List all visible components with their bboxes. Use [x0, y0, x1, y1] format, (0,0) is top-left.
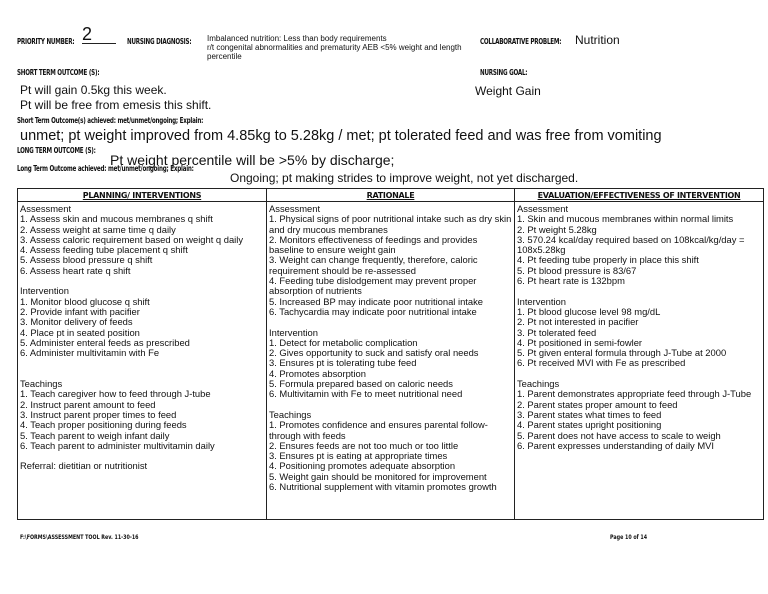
planning-cell[interactable]	[18, 202, 267, 520]
long-term-achieved-label: Long Term Outcome achieved: met/unmet/ongoing; Explain:	[17, 164, 194, 173]
cell-line: 6. Administer multivitamin with Fe	[20, 347, 160, 359]
long-term-achieved-value: Ongoing; pt making strides to improve weight, not yet discharged.	[230, 171, 579, 185]
cell-line: 4. Assess feeding tube placement q shift	[20, 244, 188, 256]
cell-line: 5. Pt blood pressure is 83/67	[517, 264, 637, 276]
cell-line: 3. Ensures pt is eating at appropriate times	[269, 450, 448, 462]
cell-line: 2. Monitors effectiveness of feedings and provides baseline to ensure weight gain	[269, 233, 478, 256]
cell-line: 1. Physical signs of poor nutritional intake such as dry skin and dry mucous membranes	[269, 213, 512, 235]
cell-line: 4. Teach proper positioning during feeds	[20, 419, 187, 431]
cell-line: 2. Instruct parent amount to feed	[20, 398, 156, 410]
cell-line: Intervention	[20, 285, 69, 297]
cell-line: 2. Pt not interested in pacifier	[517, 316, 639, 328]
short-term-outcome-line: Pt will gain 0.5kg this week.	[20, 83, 167, 97]
cell-line: 6. Pt received MVI with Fe as prescribed	[517, 357, 686, 369]
cell-line: 1. Monitor blood glucose q shift	[20, 295, 150, 307]
rationale-cell[interactable]	[267, 202, 515, 520]
cell-line: 1. Assess skin and mucous membranes q shift	[20, 213, 213, 225]
evaluation-cell[interactable]	[515, 202, 764, 520]
cell-line: 5. Weight gain should be monitored for improvement	[269, 470, 487, 482]
cell-line: Intervention	[517, 295, 566, 307]
cell-line: 1. Skin and mucous membranes within normal limits	[517, 213, 734, 225]
cell-line: 2. Pt weight 5.28kg	[517, 223, 597, 235]
cell-line: 4. Positioning promotes adequate absorption	[269, 460, 456, 472]
evaluation-header: EVALUATION/EFFECTIVENESS OF INTERVENTION	[515, 189, 764, 202]
priority-value: 2	[82, 24, 93, 44]
cell-line: 2. Gives opportunity to suck and satisfy oral needs	[269, 347, 479, 359]
cell-line: 6. Pt heart rate is 132bpm	[517, 275, 625, 287]
cell-line: Teachings	[517, 378, 560, 390]
nursing-goal-label: NURSING GOAL:	[480, 68, 528, 77]
cell-line: 5. Pt given enteral formula through J-Tube at 2000	[517, 347, 727, 359]
cell-line: 3. Weight can change frequently, therefore, caloric requirement should be re-assessed	[269, 254, 478, 276]
cell-line: 1. Promotes confidence and ensures parental follow-through with feeds	[269, 419, 488, 441]
cell-line: 4. Promotes absorption	[269, 367, 366, 379]
cell-line: 5. Assess blood pressure q shift	[20, 254, 153, 266]
cell-line: 5. Increased BP may indicate poor nutritional intake	[269, 295, 484, 307]
footer-form-path: F:\FORMS\ASSESSMENT TOOL Rev. 11-30-16	[20, 534, 139, 541]
cell-line: 4. Parent states upright positioning	[517, 419, 662, 431]
short-term-outcome-label: SHORT TERM OUTCOME (S):	[17, 68, 100, 77]
cell-line: 3. Assess caloric requirement based on weight q daily	[20, 233, 244, 245]
collaborative-problem-value: Nutrition	[575, 33, 620, 47]
cell-line: 2. Assess weight at same time q daily	[20, 223, 176, 235]
short-term-outcome-line: Pt will be free from emesis this shift.	[20, 98, 212, 112]
cell-line: 3. Monitor delivery of feeds	[20, 316, 133, 328]
long-term-outcome-label: LONG TERM OUTCOME (S):	[17, 146, 96, 155]
table-header-row	[18, 189, 764, 202]
footer-page-number: Page 10 of 14	[610, 534, 648, 541]
cell-line: 6. Teach parent to administer multivitamin daily	[20, 439, 215, 451]
cell-line: 3. Parent states what times to feed	[517, 408, 662, 420]
cell-line: 2. Ensures feeds are not too much or too little	[269, 439, 459, 451]
nursing-diagnosis-text	[207, 34, 462, 61]
cell-line: 3. Instruct parent proper times to feed	[20, 408, 177, 420]
cell-line: 6. Nutritional supplement with vitamin promotes growth	[269, 481, 497, 493]
nursing-goal-value: Weight Gain	[475, 84, 541, 98]
cell-line: 5. Administer enteral feeds as prescribed	[20, 336, 190, 348]
cell-line: 6. Tachycardia may indicate poor nutritional intake	[269, 305, 477, 317]
cell-line: Assessment	[269, 203, 321, 214]
cell-spacer	[20, 358, 264, 368]
cell-line: Teachings	[20, 378, 63, 390]
nursing-diagnosis-line: percentile	[207, 52, 242, 61]
cell-line: 3. Pt tolerated feed	[517, 326, 597, 338]
cell-line: Assessment	[20, 203, 72, 214]
cell-line: 3. 570.24 kcal/day required based on 108kcal/kg/day = 108x5.28kg	[517, 233, 745, 256]
cell-line: 2. Parent states proper amount to feed	[517, 398, 678, 410]
priority-field[interactable]	[82, 25, 116, 44]
cell-line: Assessment	[517, 203, 569, 214]
nursing-diagnosis-label: NURSING DIAGNOSIS:	[127, 37, 192, 46]
cell-line: 3. Ensures pt is tolerating tube feed	[269, 357, 417, 369]
planning-header: PLANNING/ INTERVENTIONS	[18, 189, 267, 202]
cell-line: 4. Pt feeding tube properly in place this shift	[517, 254, 699, 266]
short-term-achieved-label: Short Term Outcome(s) achieved: met/unmet/ongoing; Explain:	[17, 116, 204, 125]
cell-line: Referral: dietitian or nutritionist	[20, 460, 148, 472]
cell-line: 2. Provide infant with pacifier	[20, 305, 140, 317]
cell-line: Teachings	[269, 408, 312, 420]
table-row	[18, 202, 764, 520]
collaborative-problem-label: COLLABORATIVE PROBLEM:	[480, 37, 562, 46]
cell-line: 5. Parent does not have access to scale to weigh	[517, 429, 721, 441]
cell-line: 5. Formula prepared based on caloric needs	[269, 378, 453, 390]
rationale-header: RATIONALE	[267, 189, 515, 202]
cell-line: 4. Place pt in seated position	[20, 326, 140, 338]
nursing-diagnosis-line: Imbalanced nutrition: Less than body requirements	[207, 34, 387, 43]
nursing-diagnosis-line: r/t congenital abnormalities and prematurity AEB <5% weight and length	[207, 43, 462, 52]
cell-line: 1. Parent demonstrates appropriate feed through J-Tube	[517, 388, 752, 400]
cell-line: 1. Teach caregiver how to feed through J-tube	[20, 388, 211, 400]
priority-label: PRIORITY NUMBER:	[17, 37, 75, 46]
cell-line: 1. Pt blood glucose level 98 mg/dL	[517, 305, 661, 317]
care-plan-table	[17, 188, 764, 520]
long-term-outcome-value: Pt weight percentile will be >5% by discharge;	[110, 152, 395, 168]
cell-line: 4. Pt positioned in semi-fowler	[517, 336, 643, 348]
cell-line: Intervention	[269, 326, 318, 338]
cell-line: 6. Parent expresses understanding of daily MVI	[517, 439, 714, 451]
cell-line: 6. Assess heart rate q shift	[20, 264, 131, 276]
cell-line: 1. Detect for metabolic complication	[269, 336, 418, 348]
short-term-achieved-value: unmet; pt weight improved from 4.85kg to 5.28kg / met; pt tolerated feed and was free from vomiting	[20, 128, 662, 144]
cell-line: 4. Feeding tube dislodgement may prevent proper absorption of nutrients	[269, 275, 477, 297]
cell-line: 5. Teach parent to weigh infant daily	[20, 429, 170, 441]
cell-line: 6. Multivitamin with Fe to meet nutritional need	[269, 388, 463, 400]
